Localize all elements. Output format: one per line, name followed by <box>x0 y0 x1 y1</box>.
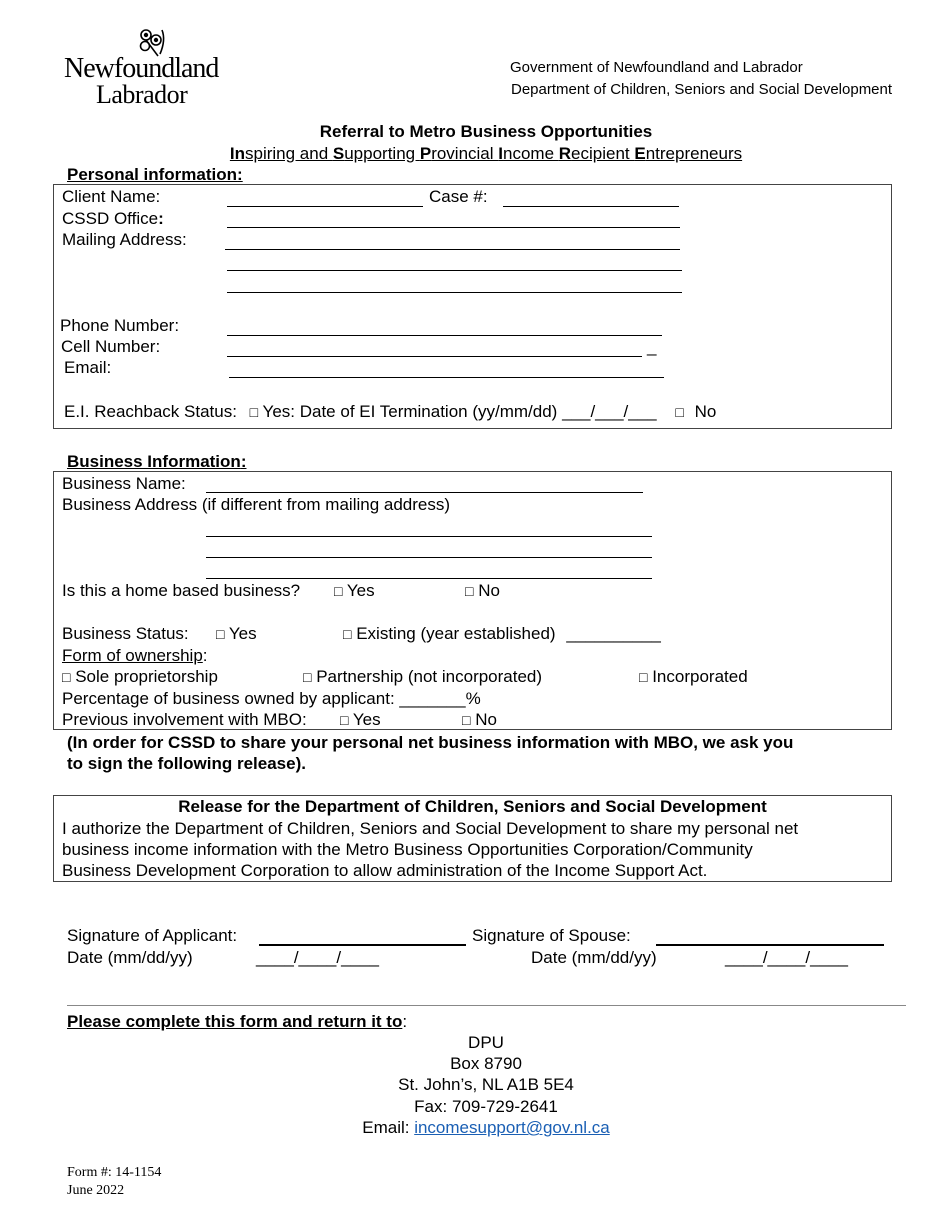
mailing-address-field-1[interactable] <box>225 249 680 250</box>
business-heading: Business Information: <box>67 452 247 471</box>
business-name-label: Business Name: <box>62 474 186 493</box>
business-status-yes-checkbox[interactable]: □ <box>216 626 225 642</box>
mailing-address-field-3[interactable] <box>227 292 682 293</box>
ownership-incorporated-checkbox[interactable]: □ <box>639 669 648 685</box>
return-fax: Fax: 709-729-2641 <box>414 1097 558 1116</box>
ei-no-label: No <box>694 402 717 421</box>
subtitle-part: Inspiring and <box>229 144 333 163</box>
email-label: Email: <box>64 358 112 377</box>
client-name-field[interactable] <box>227 206 423 207</box>
ei-yes-checkbox[interactable]: □ <box>249 404 259 420</box>
business-status-yes <box>216 624 257 644</box>
release-text-line3: Business Development Corporation to allow administration of the Income Support Act. <box>62 861 708 880</box>
ownership-sole <box>62 667 218 687</box>
business-address-field-3[interactable] <box>206 578 652 579</box>
subtitle-part: Provincial <box>419 144 499 163</box>
home-based-no-label: No <box>478 581 500 600</box>
cell-label: Cell Number: <box>61 337 161 356</box>
previous-mbo-no-label: No <box>475 710 497 729</box>
release-text-line1: I authorize the Department of Children, Seniors and Social Development to share my personal net <box>62 819 799 838</box>
cell-field-trail: _ <box>647 337 657 356</box>
phone-label: Phone Number: <box>60 316 180 335</box>
subtitle-part: Recipient <box>558 144 635 163</box>
section-divider <box>67 1005 906 1006</box>
home-based-yes-checkbox[interactable]: □ <box>334 583 343 599</box>
applicant-date-field[interactable]: ____/____/____ <box>256 948 379 967</box>
release-text-line2: business income information with the Metro Business Opportunities Corporation/Community <box>62 840 753 859</box>
previous-mbo-yes-checkbox[interactable]: □ <box>340 712 349 728</box>
percentage-row <box>62 689 481 709</box>
ownership-incorporated-label: Incorporated <box>652 667 748 686</box>
ei-date-field[interactable]: ___/___/___ <box>562 402 657 421</box>
client-name-label: Client Name: <box>62 187 161 206</box>
mailing-address-field-2[interactable] <box>227 270 682 271</box>
ownership-partnership-label: Partnership (not incorporated) <box>316 667 543 686</box>
form-of-ownership-label: Form of ownership: <box>62 646 208 665</box>
case-number-label: Case #: <box>429 187 488 206</box>
percentage-label: Percentage of business owned by applicant: <box>62 689 395 708</box>
ei-no-checkbox[interactable]: □ <box>675 404 684 420</box>
return-email-row <box>0 1118 950 1138</box>
business-name-field[interactable] <box>206 492 643 493</box>
home-based-no <box>465 581 500 601</box>
home-based-yes-label: Yes <box>346 581 375 600</box>
previous-mbo-yes <box>340 710 381 730</box>
business-status-label: Business Status: <box>62 624 189 643</box>
subtitle-part: Supporting <box>332 144 420 163</box>
ownership-incorporated <box>639 667 748 687</box>
personal-info-box <box>53 184 892 429</box>
ei-yes-label: Yes: Date of EI Termination (yy/mm/dd) <box>262 402 558 421</box>
cssd-office-label: CSSD Office: <box>62 209 164 228</box>
ownership-partnership-checkbox[interactable]: □ <box>303 669 312 685</box>
business-status-existing <box>343 624 661 644</box>
home-based-yes <box>334 581 375 601</box>
spouse-signature-field[interactable] <box>656 944 884 946</box>
spouse-signature-label: Signature of Spouse: <box>472 926 631 945</box>
page-subtitle <box>0 144 950 164</box>
page-title: Referral to Metro Business Opportunities <box>319 122 653 141</box>
percentage-field[interactable]: _______% <box>399 689 481 708</box>
ownership-sole-label: Sole proprietorship <box>75 667 218 686</box>
phone-field[interactable] <box>227 335 662 336</box>
logo-line2: Labrador <box>96 80 188 109</box>
applicant-signature-field[interactable] <box>259 944 466 946</box>
previous-mbo-yes-label: Yes <box>352 710 381 729</box>
return-line2: Box 8790 <box>450 1054 522 1073</box>
home-based-question: Is this a home based business? <box>62 581 301 600</box>
applicant-date-label: Date (mm/dd/yy) <box>67 948 193 967</box>
spouse-date-label: Date (mm/dd/yy) <box>531 948 657 967</box>
form-number: Form #: 14-1154 <box>67 1165 162 1180</box>
business-status-yes-label: Yes <box>228 624 257 643</box>
previous-mbo-no <box>462 710 497 730</box>
year-established-field[interactable]: __________ <box>566 624 661 643</box>
gov-line2: Department of Children, Seniors and Social Development <box>511 81 893 98</box>
applicant-signature-label: Signature of Applicant: <box>67 926 238 945</box>
return-email-label: Email: <box>362 1118 415 1137</box>
return-line1: DPU <box>468 1033 504 1052</box>
home-based-no-checkbox[interactable]: □ <box>465 583 474 599</box>
business-status-existing-checkbox[interactable]: □ <box>343 626 352 642</box>
business-address-field-2[interactable] <box>206 557 652 558</box>
previous-mbo-label: Previous involvement with MBO: <box>62 710 307 729</box>
return-line3: St. John’s, NL A1B 5E4 <box>398 1075 574 1094</box>
ei-reachback-row <box>64 402 716 422</box>
business-status-existing-label: Existing (year established) <box>356 624 556 643</box>
cell-field[interactable] <box>227 356 642 357</box>
ownership-partnership <box>303 667 542 687</box>
spouse-date-field[interactable]: ____/____/____ <box>725 948 848 967</box>
personal-heading: Personal information: <box>67 165 243 184</box>
previous-mbo-no-checkbox[interactable]: □ <box>462 712 471 728</box>
cssd-office-field[interactable] <box>227 227 680 228</box>
business-address-label: Business Address (if different from mailing address) <box>62 495 451 514</box>
gov-line1: Government of Newfoundland and Labrador <box>510 59 803 76</box>
email-link[interactable]: incomesupport@gov.nl.ca <box>414 1118 610 1137</box>
form-date: June 2022 <box>67 1183 125 1198</box>
ei-reachback-label: E.I. Reachback Status: <box>64 402 237 421</box>
release-note-line2: to sign the following release). <box>67 754 306 773</box>
email-field[interactable] <box>229 377 664 378</box>
mailing-address-label: Mailing Address: <box>62 230 187 249</box>
release-title: Release for the Department of Children, Seniors and Social Development <box>178 797 767 816</box>
subtitle-part: Entrepreneurs <box>634 144 743 163</box>
business-address-field-1[interactable] <box>206 536 652 537</box>
return-heading: Please complete this form and return it to: <box>67 1012 408 1031</box>
release-note-line1: (In order for CSSD to share your personal net business information with MBO, we ask you <box>67 733 794 752</box>
case-number-field[interactable] <box>503 206 679 207</box>
subtitle-part: Income <box>498 144 559 163</box>
logo-line1: Newfoundland <box>64 53 219 84</box>
ownership-sole-checkbox[interactable]: □ <box>62 669 71 685</box>
